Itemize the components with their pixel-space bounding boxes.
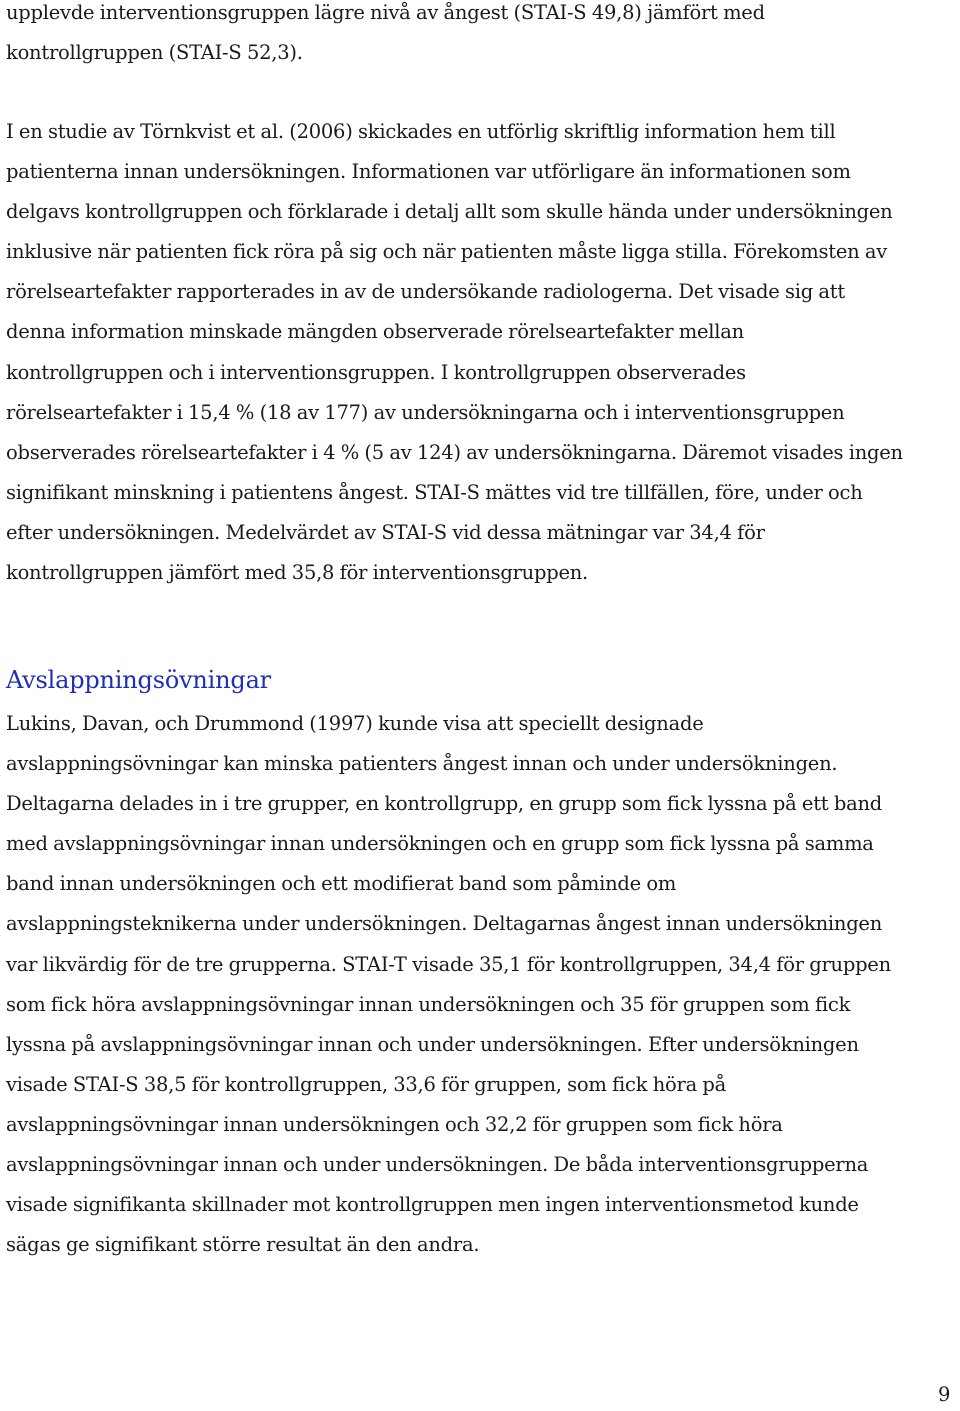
paragraph-anxiety-results (6, 0, 960, 73)
text-line: I en studie av Törnkvist et al. (2006) skickades en utförlig skriftlig information hem till (6, 120, 836, 143)
text-line: inklusive när patienten fick röra på sig och när patienten måste ligga stilla. Förekomsten av (6, 240, 888, 264)
page-number: 9 (938, 1383, 951, 1406)
text-line: kontrollgruppen och i interventionsgruppen. I kontrollgruppen observerades (6, 360, 746, 384)
text-line: kontrollgruppen jämfört med 35,8 för interventionsgruppen. (6, 561, 589, 585)
text-line: rörelseartefakter rapporterades in av de undersökande radiologerna. Det visade sig att (6, 280, 845, 304)
text-line: visade signifikanta skillnader mot kontrollgruppen men ingen interventionsmetod kunde (6, 1193, 859, 1217)
text-line: observerades rörelseartefakter i 4 % (5 av 124) av undersökningarna. Däremot visades ingen (6, 440, 903, 464)
section-heading: Avslappningsövningar (6, 666, 271, 694)
text-line: kontrollgruppen (STAI-S 52,3). (6, 41, 303, 65)
text-line: signifikant minskning i patientens ångest. STAI-S mättes vid tre tillfällen, före, under och (6, 480, 863, 504)
text-line: denna information minskade mängden observerade rörelseartefakter mellan (6, 320, 744, 344)
text-line: sägas ge signifikant större resultat än den andra. (6, 1233, 480, 1257)
text-line: rörelseartefakter i 15,4 % (18 av 177) av undersökningarna och i interventionsgruppen (6, 400, 845, 424)
text-line: lyssna på avslappningsövningar innan och under undersökningen. Efter undersökningen (6, 1032, 859, 1056)
text-line: efter undersökningen. Medelvärdet av STAI-S vid dessa mätningar var 34,4 för (6, 520, 765, 544)
text-line: avslappningsövningar kan minska patienters ångest innan och under undersökningen. (6, 752, 838, 776)
text-line: Lukins, Davan, och Drummond (1997) kunde visa att speciellt designade (6, 712, 704, 735)
text-line: avslappningsövningar innan och under undersökningen. De båda interventionsgrupperna (6, 1153, 869, 1177)
text-line: visade STAI-S 38,5 för kontrollgruppen, 33,6 för gruppen, som fick höra på (6, 1072, 727, 1096)
text-line: med avslappningsövningar innan undersökningen och en grupp som fick lyssna på samma (6, 832, 874, 856)
text-line: avslappningsteknikerna under undersökningen. Deltagarnas ångest innan undersökningen (6, 912, 883, 936)
text-line: patienterna innan undersökningen. Informationen var utförligare än informationen som (6, 160, 851, 184)
paragraph-lukins-study (6, 704, 960, 1265)
text-line: delgavs kontrollgruppen och förklarade i detalj allt som skulle hända under undersökningen (6, 200, 893, 224)
paragraph-tornkvist-study (6, 112, 960, 593)
text-line: avslappningsövningar innan undersökningen och 32,2 för gruppen som fick höra (6, 1112, 783, 1136)
text-line: som fick höra avslappningsövningar innan undersökningen och 35 för gruppen som fick (6, 992, 851, 1016)
text-line: Deltagarna delades in i tre grupper, en kontrollgrupp, en grupp som fick lyssna på ett band (6, 792, 882, 816)
text-line: upplevde interventionsgruppen lägre nivå av ångest (STAI-S 49,8) jämfört med (6, 1, 765, 24)
text-line: band innan undersökningen och ett modifierat band som påminde om (6, 872, 677, 896)
text-line: var likvärdig för de tre grupperna. STAI-T visade 35,1 för kontrollgruppen, 34,4 för gruppen (6, 952, 891, 976)
